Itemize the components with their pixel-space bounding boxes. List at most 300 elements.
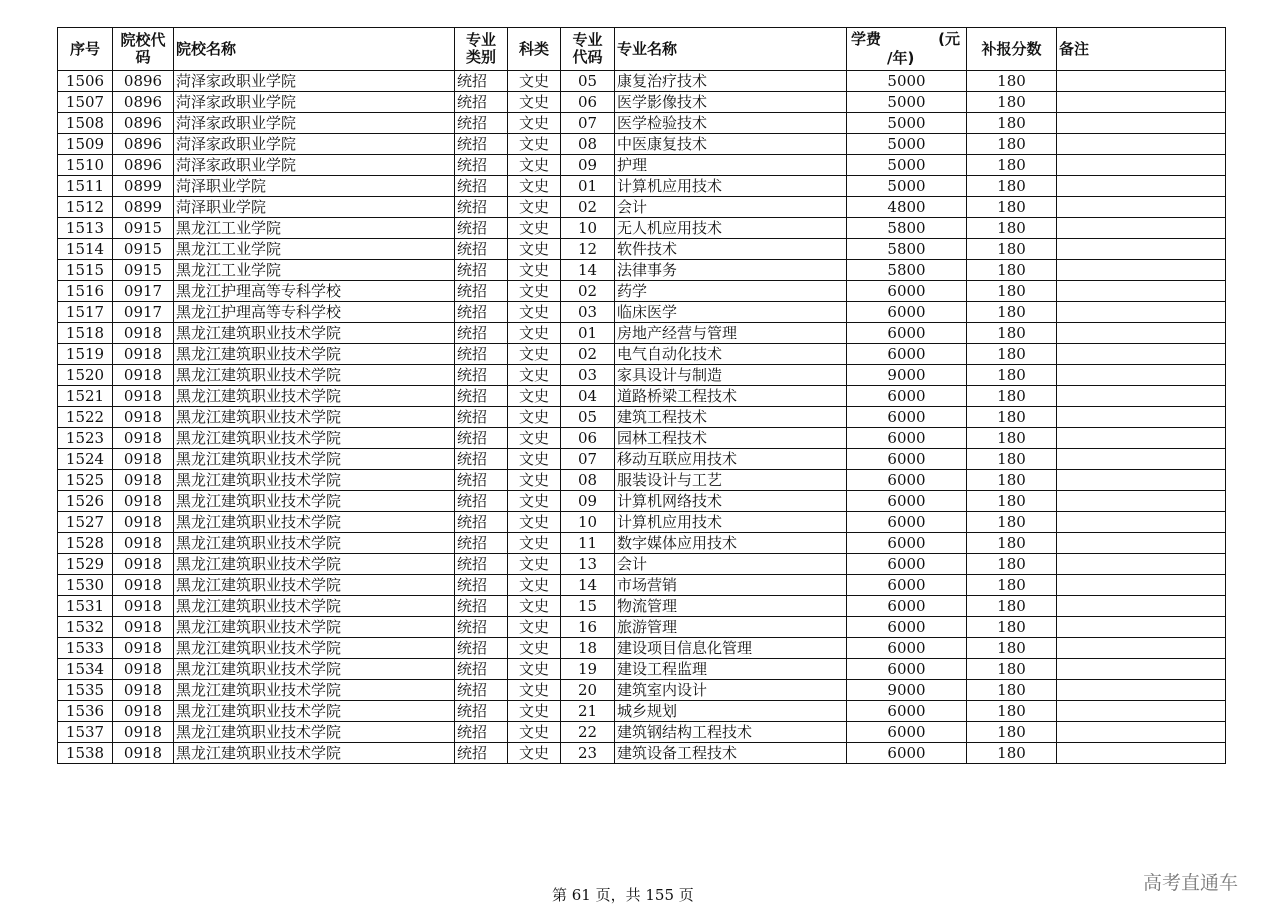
header-score: 补报分数 (967, 28, 1057, 71)
cell-fee: 6000 (847, 701, 967, 722)
cell-remark (1057, 302, 1226, 323)
cell-school-code: 0915 (113, 218, 174, 239)
cell-fee: 5000 (847, 134, 967, 155)
cell-major-type: 统招 (455, 92, 508, 113)
cell-subject: 文史 (508, 281, 561, 302)
cell-remark (1057, 428, 1226, 449)
cell-fee: 6000 (847, 323, 967, 344)
cell-major-type: 统招 (455, 134, 508, 155)
cell-major-name: 无人机应用技术 (615, 218, 847, 239)
cell-major-code: 14 (561, 575, 615, 596)
cell-major-type: 统招 (455, 617, 508, 638)
cell-remark (1057, 575, 1226, 596)
cell-score: 180 (967, 386, 1057, 407)
cell-score: 180 (967, 470, 1057, 491)
cell-remark (1057, 701, 1226, 722)
cell-school-name: 黑龙江建筑职业技术学院 (174, 533, 455, 554)
table-row (58, 617, 1226, 638)
table-row (58, 155, 1226, 176)
cell-school-code: 0918 (113, 743, 174, 764)
cell-major-code: 18 (561, 638, 615, 659)
cell-school-name: 黑龙江建筑职业技术学院 (174, 386, 455, 407)
cell-subject: 文史 (508, 491, 561, 512)
cell-school-code: 0918 (113, 701, 174, 722)
cell-seq: 1525 (58, 470, 113, 491)
cell-remark (1057, 71, 1226, 92)
cell-seq: 1513 (58, 218, 113, 239)
cell-major-code: 02 (561, 281, 615, 302)
cell-school-code: 0918 (113, 428, 174, 449)
cell-major-code: 03 (561, 365, 615, 386)
cell-major-type: 统招 (455, 365, 508, 386)
cell-seq: 1523 (58, 428, 113, 449)
cell-fee: 6000 (847, 575, 967, 596)
cell-score: 180 (967, 407, 1057, 428)
table-row (58, 512, 1226, 533)
cell-major-type: 统招 (455, 302, 508, 323)
cell-major-code: 01 (561, 323, 615, 344)
table-row (58, 407, 1226, 428)
cell-school-name: 黑龙江建筑职业技术学院 (174, 617, 455, 638)
cell-subject: 文史 (508, 239, 561, 260)
cell-remark (1057, 659, 1226, 680)
cell-major-name: 会计 (615, 197, 847, 218)
cell-major-code: 05 (561, 71, 615, 92)
cell-remark (1057, 197, 1226, 218)
cell-major-type: 统招 (455, 638, 508, 659)
cell-score: 180 (967, 512, 1057, 533)
cell-school-name: 黑龙江建筑职业技术学院 (174, 449, 455, 470)
cell-fee: 5000 (847, 176, 967, 197)
cell-remark (1057, 239, 1226, 260)
cell-major-name: 市场营销 (615, 575, 847, 596)
cell-fee: 6000 (847, 407, 967, 428)
cell-score: 180 (967, 680, 1057, 701)
cell-major-type: 统招 (455, 554, 508, 575)
cell-major-name: 康复治疗技术 (615, 71, 847, 92)
cell-major-code: 20 (561, 680, 615, 701)
table-row (58, 260, 1226, 281)
table-row (58, 71, 1226, 92)
page-number: 第 61 页，共 155 页 (552, 886, 694, 904)
cell-seq: 1507 (58, 92, 113, 113)
cell-school-code: 0918 (113, 722, 174, 743)
cell-school-name: 菏泽家政职业学院 (174, 113, 455, 134)
cell-major-name: 道路桥梁工程技术 (615, 386, 847, 407)
cell-seq: 1520 (58, 365, 113, 386)
cell-fee: 6000 (847, 449, 967, 470)
cell-seq: 1515 (58, 260, 113, 281)
cell-major-name: 计算机应用技术 (615, 512, 847, 533)
cell-major-type: 统招 (455, 533, 508, 554)
cell-school-name: 黑龙江建筑职业技术学院 (174, 344, 455, 365)
cell-seq: 1510 (58, 155, 113, 176)
cell-school-name: 黑龙江建筑职业技术学院 (174, 722, 455, 743)
cell-remark (1057, 680, 1226, 701)
cell-school-code: 0917 (113, 281, 174, 302)
cell-remark (1057, 743, 1226, 764)
cell-fee: 6000 (847, 533, 967, 554)
cell-school-name: 黑龙江建筑职业技术学院 (174, 470, 455, 491)
cell-major-name: 护理 (615, 155, 847, 176)
cell-remark (1057, 554, 1226, 575)
cell-school-code: 0918 (113, 386, 174, 407)
cell-major-type: 统招 (455, 722, 508, 743)
cell-seq: 1534 (58, 659, 113, 680)
cell-major-type: 统招 (455, 428, 508, 449)
cell-remark (1057, 281, 1226, 302)
header-school-name: 院校名称 (174, 28, 455, 71)
cell-school-code: 0918 (113, 596, 174, 617)
cell-score: 180 (967, 701, 1057, 722)
cell-fee: 6000 (847, 638, 967, 659)
cell-major-type: 统招 (455, 218, 508, 239)
table-row (58, 638, 1226, 659)
cell-remark (1057, 113, 1226, 134)
cell-score: 180 (967, 92, 1057, 113)
cell-school-name: 黑龙江建筑职业技术学院 (174, 323, 455, 344)
cell-score: 180 (967, 71, 1057, 92)
cell-school-code: 0918 (113, 533, 174, 554)
cell-school-name: 黑龙江建筑职业技术学院 (174, 365, 455, 386)
table-row (58, 281, 1226, 302)
cell-subject: 文史 (508, 449, 561, 470)
cell-seq: 1509 (58, 134, 113, 155)
table-row (58, 701, 1226, 722)
cell-major-code: 10 (561, 512, 615, 533)
cell-major-type: 统招 (455, 407, 508, 428)
cell-school-name: 黑龙江建筑职业技术学院 (174, 701, 455, 722)
cell-score: 180 (967, 218, 1057, 239)
watermark-text: 高考直通车 (1143, 872, 1239, 894)
cell-major-type: 统招 (455, 71, 508, 92)
header-seq: 序号 (58, 28, 113, 71)
cell-subject: 文史 (508, 134, 561, 155)
cell-remark (1057, 596, 1226, 617)
cell-major-code: 06 (561, 428, 615, 449)
cell-major-type: 统招 (455, 680, 508, 701)
cell-school-name: 黑龙江建筑职业技术学院 (174, 680, 455, 701)
cell-major-code: 07 (561, 449, 615, 470)
cell-score: 180 (967, 197, 1057, 218)
cell-subject: 文史 (508, 659, 561, 680)
cell-fee: 9000 (847, 680, 967, 701)
cell-major-type: 统招 (455, 575, 508, 596)
cell-subject: 文史 (508, 71, 561, 92)
cell-major-type: 统招 (455, 596, 508, 617)
cell-major-name: 房地产经营与管理 (615, 323, 847, 344)
cell-school-name: 黑龙江建筑职业技术学院 (174, 554, 455, 575)
cell-fee: 5000 (847, 113, 967, 134)
cell-major-name: 移动互联应用技术 (615, 449, 847, 470)
table-row (58, 218, 1226, 239)
cell-remark (1057, 323, 1226, 344)
cell-school-code: 0918 (113, 365, 174, 386)
cell-major-name: 会计 (615, 554, 847, 575)
cell-school-code: 0896 (113, 92, 174, 113)
cell-fee: 6000 (847, 722, 967, 743)
table-row (58, 239, 1226, 260)
cell-seq: 1527 (58, 512, 113, 533)
cell-subject: 文史 (508, 575, 561, 596)
cell-school-name: 黑龙江工业学院 (174, 239, 455, 260)
cell-major-code: 02 (561, 344, 615, 365)
cell-fee: 6000 (847, 743, 967, 764)
cell-subject: 文史 (508, 554, 561, 575)
cell-major-type: 统招 (455, 281, 508, 302)
cell-remark (1057, 365, 1226, 386)
cell-major-code: 15 (561, 596, 615, 617)
cell-major-code: 22 (561, 722, 615, 743)
cell-major-name: 园林工程技术 (615, 428, 847, 449)
table-row (58, 722, 1226, 743)
table-row (58, 134, 1226, 155)
cell-seq: 1526 (58, 491, 113, 512)
cell-major-code: 16 (561, 617, 615, 638)
cell-seq: 1516 (58, 281, 113, 302)
cell-seq: 1506 (58, 71, 113, 92)
cell-fee: 4800 (847, 197, 967, 218)
cell-remark (1057, 407, 1226, 428)
cell-major-code: 07 (561, 113, 615, 134)
table-row (58, 743, 1226, 764)
cell-seq: 1517 (58, 302, 113, 323)
cell-school-code: 0918 (113, 512, 174, 533)
cell-major-code: 08 (561, 134, 615, 155)
cell-score: 180 (967, 365, 1057, 386)
cell-major-name: 旅游管理 (615, 617, 847, 638)
cell-fee: 5000 (847, 155, 967, 176)
cell-remark (1057, 638, 1226, 659)
cell-school-code: 0918 (113, 407, 174, 428)
cell-school-name: 黑龙江护理高等专科学校 (174, 281, 455, 302)
cell-seq: 1518 (58, 323, 113, 344)
cell-score: 180 (967, 428, 1057, 449)
cell-seq: 1508 (58, 113, 113, 134)
cell-subject: 文史 (508, 176, 561, 197)
cell-major-code: 09 (561, 155, 615, 176)
cell-school-code: 0896 (113, 134, 174, 155)
cell-school-name: 黑龙江建筑职业技术学院 (174, 491, 455, 512)
cell-score: 180 (967, 575, 1057, 596)
table-row (58, 575, 1226, 596)
cell-score: 180 (967, 344, 1057, 365)
cell-fee: 6000 (847, 470, 967, 491)
cell-subject: 文史 (508, 470, 561, 491)
cell-subject: 文史 (508, 344, 561, 365)
cell-fee: 5800 (847, 218, 967, 239)
cell-seq: 1514 (58, 239, 113, 260)
table-row (58, 449, 1226, 470)
cell-major-type: 统招 (455, 197, 508, 218)
header-remark: 备注 (1057, 28, 1226, 71)
cell-school-code: 0918 (113, 449, 174, 470)
cell-subject: 文史 (508, 680, 561, 701)
cell-major-type: 统招 (455, 659, 508, 680)
cell-subject: 文史 (508, 302, 561, 323)
cell-remark (1057, 155, 1226, 176)
cell-score: 180 (967, 638, 1057, 659)
cell-seq: 1531 (58, 596, 113, 617)
table-row (58, 365, 1226, 386)
cell-school-code: 0917 (113, 302, 174, 323)
cell-score: 180 (967, 743, 1057, 764)
cell-fee: 6000 (847, 659, 967, 680)
cell-fee: 6000 (847, 512, 967, 533)
cell-major-name: 数字媒体应用技术 (615, 533, 847, 554)
cell-school-code: 0896 (113, 155, 174, 176)
cell-fee: 6000 (847, 302, 967, 323)
cell-remark (1057, 176, 1226, 197)
cell-fee: 6000 (847, 596, 967, 617)
header-major-code: 专业 代码 (561, 28, 615, 71)
cell-major-code: 08 (561, 470, 615, 491)
table-body (58, 71, 1226, 764)
cell-major-type: 统招 (455, 701, 508, 722)
cell-school-code: 0915 (113, 239, 174, 260)
cell-major-code: 10 (561, 218, 615, 239)
cell-major-code: 03 (561, 302, 615, 323)
cell-subject: 文史 (508, 218, 561, 239)
cell-school-name: 黑龙江工业学院 (174, 218, 455, 239)
cell-subject: 文史 (508, 155, 561, 176)
cell-remark (1057, 218, 1226, 239)
cell-school-name: 黑龙江建筑职业技术学院 (174, 659, 455, 680)
cell-subject: 文史 (508, 92, 561, 113)
cell-score: 180 (967, 155, 1057, 176)
cell-school-name: 黑龙江建筑职业技术学院 (174, 407, 455, 428)
cell-fee: 5000 (847, 92, 967, 113)
cell-major-name: 计算机网络技术 (615, 491, 847, 512)
cell-school-name: 黑龙江建筑职业技术学院 (174, 743, 455, 764)
cell-subject: 文史 (508, 638, 561, 659)
cell-subject: 文史 (508, 407, 561, 428)
cell-school-code: 0918 (113, 554, 174, 575)
cell-major-name: 家具设计与制造 (615, 365, 847, 386)
cell-fee: 6000 (847, 428, 967, 449)
cell-major-name: 建设工程监理 (615, 659, 847, 680)
cell-subject: 文史 (508, 596, 561, 617)
table-row (58, 302, 1226, 323)
cell-major-code: 12 (561, 239, 615, 260)
cell-subject: 文史 (508, 113, 561, 134)
cell-seq: 1537 (58, 722, 113, 743)
cell-major-name: 电气自动化技术 (615, 344, 847, 365)
cell-major-code: 21 (561, 701, 615, 722)
cell-seq: 1529 (58, 554, 113, 575)
cell-fee: 5000 (847, 71, 967, 92)
cell-remark (1057, 344, 1226, 365)
cell-school-code: 0918 (113, 638, 174, 659)
cell-major-name: 建筑工程技术 (615, 407, 847, 428)
cell-subject: 文史 (508, 617, 561, 638)
cell-score: 180 (967, 554, 1057, 575)
cell-score: 180 (967, 596, 1057, 617)
cell-major-name: 软件技术 (615, 239, 847, 260)
cell-school-name: 黑龙江建筑职业技术学院 (174, 428, 455, 449)
cell-score: 180 (967, 260, 1057, 281)
cell-subject: 文史 (508, 743, 561, 764)
cell-major-code: 09 (561, 491, 615, 512)
table-row (58, 470, 1226, 491)
cell-seq: 1530 (58, 575, 113, 596)
cell-school-name: 黑龙江建筑职业技术学院 (174, 638, 455, 659)
cell-score: 180 (967, 617, 1057, 638)
cell-score: 180 (967, 281, 1057, 302)
cell-subject: 文史 (508, 701, 561, 722)
cell-major-code: 11 (561, 533, 615, 554)
cell-school-name: 菏泽家政职业学院 (174, 134, 455, 155)
cell-remark (1057, 533, 1226, 554)
cell-seq: 1532 (58, 617, 113, 638)
cell-fee: 9000 (847, 365, 967, 386)
cell-major-type: 统招 (455, 491, 508, 512)
cell-school-code: 0918 (113, 344, 174, 365)
cell-fee: 5800 (847, 239, 967, 260)
cell-major-type: 统招 (455, 113, 508, 134)
header-major-type: 专业 类别 (455, 28, 508, 71)
cell-remark (1057, 470, 1226, 491)
cell-major-name: 服装设计与工艺 (615, 470, 847, 491)
cell-school-code: 0918 (113, 575, 174, 596)
cell-school-name: 黑龙江建筑职业技术学院 (174, 575, 455, 596)
cell-remark (1057, 386, 1226, 407)
cell-score: 180 (967, 134, 1057, 155)
cell-major-type: 统招 (455, 239, 508, 260)
cell-fee: 6000 (847, 617, 967, 638)
cell-score: 180 (967, 302, 1057, 323)
cell-major-code: 02 (561, 197, 615, 218)
header-major-name: 专业名称 (615, 28, 847, 71)
cell-major-type: 统招 (455, 470, 508, 491)
cell-major-name: 医学检验技术 (615, 113, 847, 134)
cell-major-type: 统招 (455, 176, 508, 197)
cell-subject: 文史 (508, 722, 561, 743)
cell-school-code: 0899 (113, 197, 174, 218)
cell-score: 180 (967, 113, 1057, 134)
cell-fee: 5800 (847, 260, 967, 281)
cell-school-code: 0896 (113, 113, 174, 134)
cell-fee: 6000 (847, 386, 967, 407)
cell-subject: 文史 (508, 260, 561, 281)
cell-major-code: 05 (561, 407, 615, 428)
cell-major-name: 临床医学 (615, 302, 847, 323)
cell-fee: 6000 (847, 281, 967, 302)
cell-remark (1057, 512, 1226, 533)
cell-remark (1057, 92, 1226, 113)
cell-subject: 文史 (508, 386, 561, 407)
header-fee: 学费 (元 /年) (847, 28, 967, 71)
admission-table (57, 27, 1226, 764)
cell-seq: 1535 (58, 680, 113, 701)
cell-major-name: 中医康复技术 (615, 134, 847, 155)
cell-seq: 1528 (58, 533, 113, 554)
table-row (58, 596, 1226, 617)
cell-remark (1057, 260, 1226, 281)
cell-major-type: 统招 (455, 344, 508, 365)
cell-subject: 文史 (508, 323, 561, 344)
cell-score: 180 (967, 176, 1057, 197)
cell-remark (1057, 491, 1226, 512)
cell-school-name: 黑龙江建筑职业技术学院 (174, 512, 455, 533)
cell-major-code: 19 (561, 659, 615, 680)
cell-school-name: 菏泽职业学院 (174, 176, 455, 197)
cell-seq: 1533 (58, 638, 113, 659)
cell-school-code: 0899 (113, 176, 174, 197)
cell-school-code: 0918 (113, 659, 174, 680)
cell-major-type: 统招 (455, 155, 508, 176)
cell-seq: 1536 (58, 701, 113, 722)
